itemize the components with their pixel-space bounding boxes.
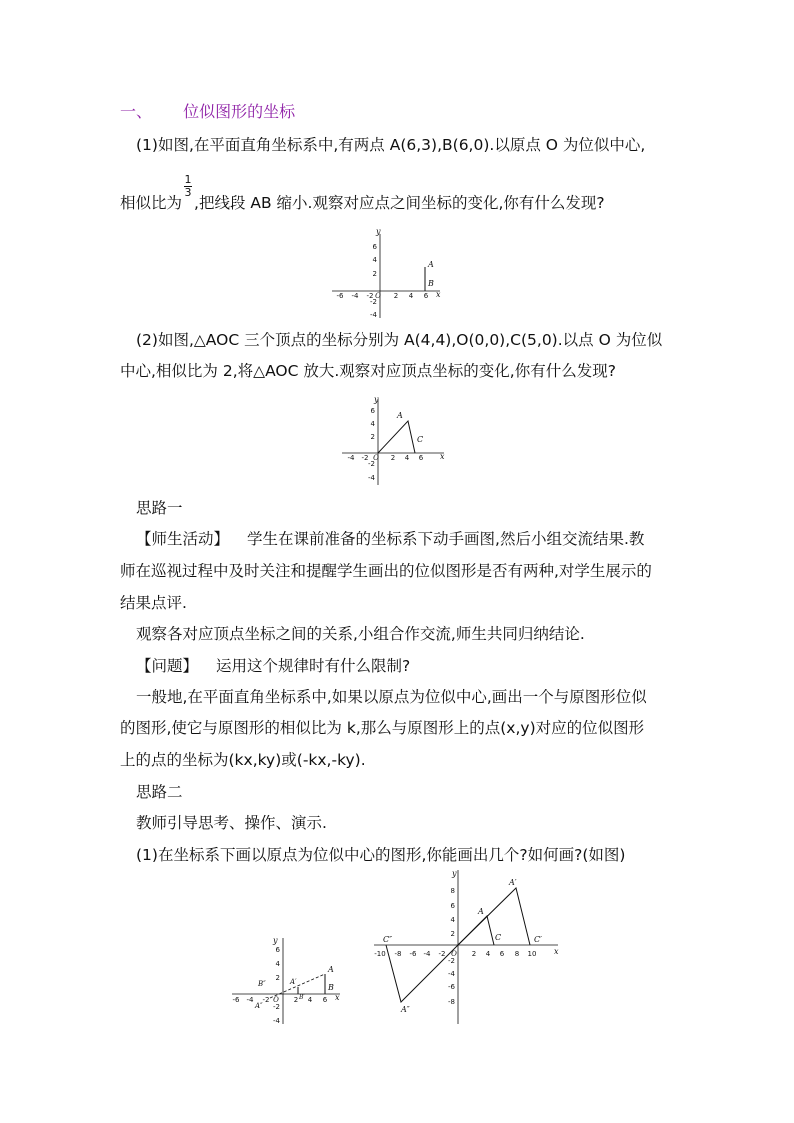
activity-tag: 【师生活动】 [136,530,230,548]
fig4-ytick: 8 [450,887,455,895]
fig1-ytick: 6 [372,243,377,251]
question-tag: 【问题】 [136,657,199,675]
q1-line2-post: ,把线段 AB 缩小.观察对应点之间坐标的变化,你有什么发现? [194,194,605,212]
fig4-ytick: -6 [448,983,455,991]
q2-line2: 中心,相似比为 2,将△AOC 放大.观察对应顶点坐标的变化,你有什么发现? [120,362,616,380]
fig2-y-axis-label: y [374,395,379,404]
fraction-numerator: 1 [184,173,192,186]
fig1-xtick: 6 [423,292,429,300]
figure-3-coordinate-plane [228,932,348,1026]
fig4-xtick: -2 [438,950,446,958]
fig1-point-b: B [428,279,434,288]
fig3-xtick: 6 [322,996,328,1004]
approach2-question: (1)在坐标系下画以原点为位似中心的图形,你能画出几个?如何画?(如图) [136,846,626,864]
fig3-ytick: 6 [275,946,280,954]
fig1-xtick: -6 [336,292,344,300]
approach2-title: 思路二 [136,783,183,801]
fig1-ytick: -4 [370,311,377,319]
conclusion-line1: 一般地,在平面直角坐标系中,如果以原点为位似中心,画出一个与原图形位似 [136,688,647,706]
fig4-xtick: 2 [471,950,477,958]
fig3-ytick: 2 [275,974,280,982]
q1-line2-pre: 相似比为 [120,194,183,212]
fig1-y-axis-label: y [376,228,381,236]
fig3-x-axis-label: x [335,993,340,1002]
question-line [136,656,410,676]
fig4-point-c1: C′ [534,935,542,944]
fraction-denominator: 3 [184,186,192,199]
conclusion-line3: 上的点的坐标为(kx,ky)或(-kx,-ky). [120,751,366,769]
fig3-xtick: -2 [262,996,270,1004]
fig2-ytick: 6 [370,407,375,415]
fig1-xtick: 2 [393,292,399,300]
fig3-xtick: -6 [232,996,240,1004]
fig3-y-axis-label: y [273,936,278,945]
fig1-point-a: A [428,260,434,269]
fraction-one-third [183,174,193,199]
fig4-x-axis-label: x [554,947,559,956]
fig4-xtick: -8 [394,950,402,958]
fig1-origin: O [375,292,381,300]
fig4-ytick: -4 [448,970,455,978]
section-number: 一、 [120,102,153,121]
approach1-title: 思路一 [136,499,183,517]
fig4-point-a1: A′ [509,878,517,887]
fig4-triangle-a1oc1 [458,888,530,945]
fig4-ytick: -2 [448,957,455,965]
fig3-origin: O [273,996,279,1004]
fig4-ytick: 4 [450,916,455,924]
fig1-ytick: -2 [370,298,377,306]
fig1-x-axis-label: x [436,290,441,299]
fig2-x-axis-label: x [440,452,445,461]
fig4-point-c2: C″ [383,935,393,944]
fig3-point-b2: B″ [258,980,266,988]
section-title: 位似图形的坐标 [183,102,296,121]
fig2-ytick: -2 [368,460,375,468]
fig2-xtick: 4 [404,454,410,462]
fig4-y-axis-label: y [452,869,457,878]
fig2-ytick: -4 [368,474,375,482]
observe-text: 观察各对应顶点坐标之间的关系,小组合作交流,师生共同归纳结论. [136,625,585,643]
fig3-point-b: B [328,983,334,992]
fig2-triangle-aoc [378,421,415,453]
fig4-point-c: C [495,933,502,942]
fig4-triangle-aoc [458,916,494,945]
fig4-origin: O [451,950,457,958]
fig3-xtick: 2 [293,996,299,1004]
conclusion-line2: 的图形,使它与原图形的相似比为 k,那么与原图形上的点(x,y)对应的位似图形 [120,719,645,737]
fig2-origin: O [373,454,379,462]
fig4-xtick: -4 [423,950,431,958]
fig1-ytick: 2 [372,270,377,278]
fig4-point-a2: A″ [401,1005,410,1014]
fig3-point-a2: A″ [255,1002,263,1010]
fig3-ytick: 4 [275,960,280,968]
q2-line1: (2)如图,△AOC 三个顶点的坐标分别为 A(4,4),O(0,0),C(5,0).以点 O 为位似 [136,331,663,349]
fig3-ytick: -2 [273,1003,280,1011]
fig4-ytick: -8 [448,998,455,1006]
fig2-point-c: C [417,435,424,444]
fig4-ytick: 2 [450,930,455,938]
fig2-xtick: -4 [347,454,355,462]
fig3-point-a1: A′ [290,978,297,986]
fig3-ytick: -4 [273,1017,280,1025]
activity-text: 学生在课前准备的坐标系下动手画图,然后小组交流结果.教 [247,530,645,548]
fig2-xtick: -2 [361,454,369,462]
figure-1-coordinate-plane [328,228,448,320]
fig2-point-a: A [397,411,403,420]
fig2-ytick: 4 [370,420,375,428]
section-heading [120,102,295,122]
q1-line1: (1)如图,在平面直角坐标系中,有两点 A(6,3),B(6,0).以原点 O 为位似中心, [136,136,646,154]
question-text: 运用这个规律时有什么限制? [216,657,411,675]
fig2-xtick: 2 [390,454,396,462]
fig4-point-a: A [478,907,484,916]
fig4-xtick: 10 [527,950,537,958]
fig4-xtick: -6 [409,950,417,958]
fig2-ytick: 2 [370,433,375,441]
fig3-xtick: -4 [246,996,254,1004]
fig3-point-b1: B′ [299,994,305,1001]
activity-line3: 结果点评. [120,594,187,612]
approach2-guide: 教师引导思考、操作、演示. [136,814,327,832]
fig4-xtick: -10 [374,950,386,958]
activity-line1 [136,529,644,549]
fig3-point-a: A [328,965,334,974]
fig1-xtick: -4 [351,292,359,300]
fig1-xtick: -2 [366,292,374,300]
fig1-ytick: 4 [372,256,377,264]
fig2-xtick: 6 [418,454,424,462]
fig4-xtick: 6 [499,950,505,958]
fig3-xtick: 4 [307,996,313,1004]
figure-4-coordinate-plane [368,866,568,1026]
fig4-xtick: 8 [514,950,520,958]
activity-line2: 师在巡视过程中及时关注和提醒学生画出的位似图形是否有两种,对学生展示的 [120,562,652,580]
fig4-xtick: 4 [485,950,491,958]
fig4-ytick: 6 [450,902,455,910]
figure-2-coordinate-plane [340,395,452,487]
fig1-xtick: 4 [408,292,414,300]
